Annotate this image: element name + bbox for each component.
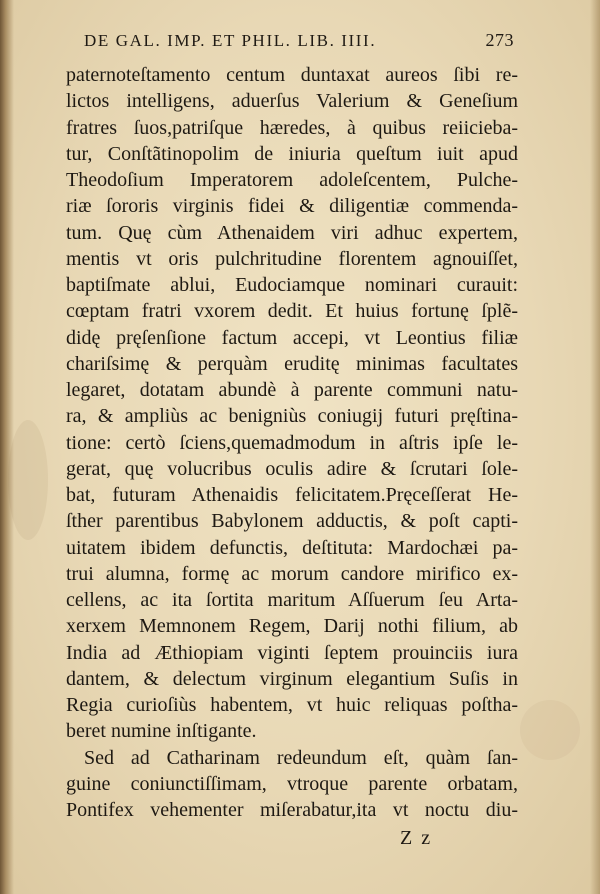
signature-mark: Z z [400,827,433,849]
text-line: cellens, ac ita ſortita maritum Aſſuerum ſeu Arta- [66,589,518,611]
text-line: xerxem Memnonem Regem, Darij nothi filium, ab [66,615,518,638]
text-line: tum. Quę cùm Athenaidem viri adhuc expertem, [66,221,518,244]
text-line: baptiſmate ablui, Eudociamque nominari curauit: [66,274,518,296]
paper-stain [520,700,580,760]
text-line: Theodoſium Imperatorem adoleſcentem, Pulche- [66,169,518,191]
text-line: guine coniunctiſſimam, vtroque parente orbatam, [66,772,518,795]
text-line: legaret, dotatam abundè à parente communi natu- [66,379,518,401]
text-line: didę pręſenſione factum accepi, vt Leontius filiæ [66,326,518,349]
text-line: dantem, & delectum virginum elegantium Suſis in [66,667,518,690]
text-line: riæ ſororis virginis fidei & diligentiæ commenda- [66,195,518,218]
paragraph-start-line: Sed ad Catharinam redeundum eſt, quàm ſan- [84,746,518,769]
page-edge-shadow [590,0,600,894]
text-line: ſther parentibus Babylonem adductis, & poſt capti- [66,510,518,533]
text-line: beret numine inſtigante. [66,720,257,743]
text-line: cœptam fratri vxorem dedit. Et huius fortunę ſplẽ- [66,300,518,323]
body-text [66,62,518,823]
text-line: tur, Conſtãtinopolim de iniuria queſtum iuit apud [66,142,518,165]
text-line: uitatem ibidem defunctis, deſtituta: Mardochæi pa- [66,536,518,559]
text-line: ra, & ampliùs ac benigniùs coniugij futuri pręſtina- [66,405,518,428]
page-gutter-shadow [0,0,14,894]
text-line: Regia curioſiùs habentem, vt huic reliquas poſtha- [66,694,518,716]
running-title: DE GAL. IMP. ET PHIL. LIB. IIII. [84,31,377,50]
text-line: gerat, quę volucribus oculis adire & ſcrutari ſole- [66,457,518,480]
text-line: trui alumna, formę ac morum candore mirifico ex- [66,562,518,585]
page-number: 273 [485,30,514,50]
text-line: lictos intelligens, aduerſus Valerium & Geneſium [66,90,518,113]
text-line: bat, futuram Athenaidis felicitatem.Pręceſſerat He- [66,484,518,506]
text-line: mentis vt oris pulchritudine florentem agnouiſſet, [66,247,518,270]
text-line: tione: certò ſciens,quemadmodum in aſtris ipſe le- [66,431,518,454]
text-line: chariſsimę & perquàm eruditę minimas facultates [66,352,518,375]
text-line: Pontifex vehementer miſerabatur,ita vt noctu diu- [66,799,518,821]
running-head [84,30,514,56]
text-line: India ad Æthiopiam viginti ſeptem prouinciis iura [66,641,518,664]
text-line: paternoteſtamento centum duntaxat aureos ſibi re- [66,64,518,86]
text-line: fratres ſuos,patriſque hæredes, à quibus reiicieba- [66,116,518,139]
paper-stain [8,420,48,540]
